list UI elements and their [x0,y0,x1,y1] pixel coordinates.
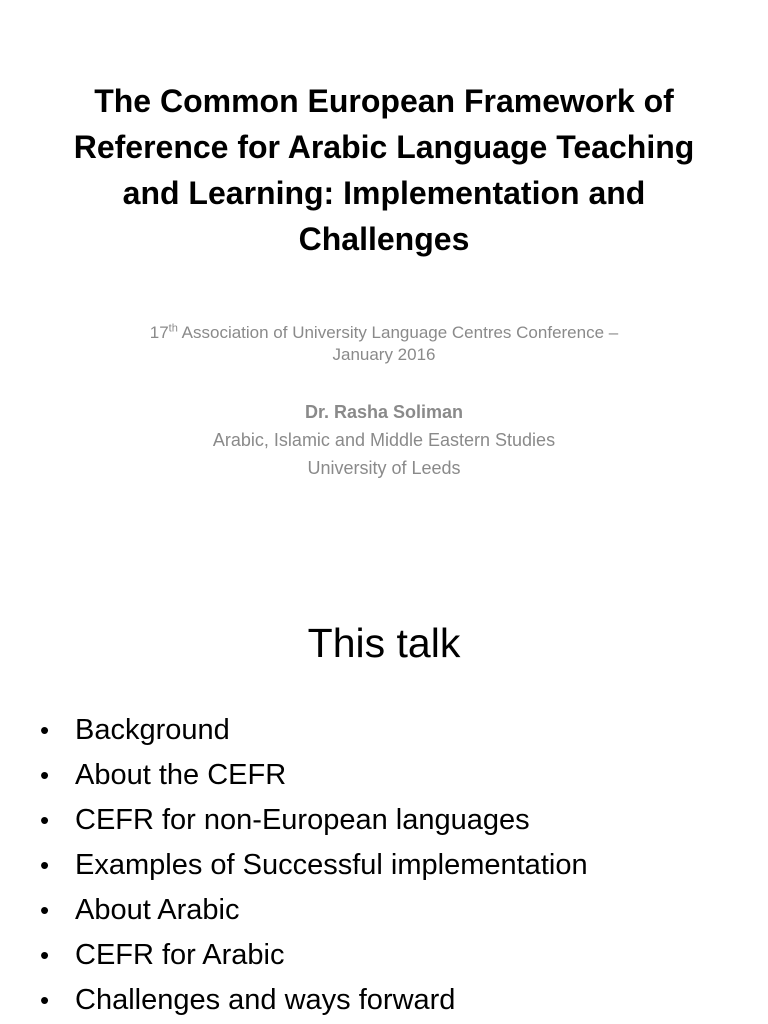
title-line: The Common European Framework of [94,83,674,119]
outline-slide [0,512,768,1024]
bullet-icon: • [40,985,50,1015]
conference-ordinal-suffix: th [168,322,178,335]
list-item [40,888,588,933]
author-department: Arabic, Islamic and Middle Eastern Studies [212,430,556,450]
title-line: Reference for Arabic Language Teaching [73,129,695,165]
bullet-icon: • [40,895,50,925]
slide-title: This talk [307,620,461,666]
title-line: Challenges [298,221,470,257]
bullet-icon: • [40,715,50,745]
bullet-icon: • [40,760,50,790]
conference-info [60,322,708,366]
bullet-icon: • [40,805,50,835]
list-item [40,843,588,888]
list-item [40,798,588,843]
list-item-text: Background [75,714,230,746]
list-item [40,708,588,753]
presentation-title [40,78,728,262]
conference-date: January 2016 [332,345,436,364]
list-item [40,978,588,1023]
bullet-icon: • [40,940,50,970]
list-item-text: CEFR for non-European languages [75,804,530,836]
list-item [40,753,588,798]
conference-name: Association of University Language Centres Conference – [177,323,619,342]
author-institution: University of Leeds [307,458,461,478]
author-name: Dr. Rasha Soliman [304,402,464,422]
list-item-text: About the CEFR [75,759,287,791]
list-item-text: About Arabic [75,894,240,926]
author-info [60,398,708,482]
bullet-icon: • [40,850,50,880]
list-item-text: Examples of Successful implementation [75,849,588,881]
list-item-text: Challenges and ways forward [75,984,456,1016]
list-item-text: CEFR for Arabic [75,939,285,971]
outline-list [40,708,588,1023]
list-item [40,933,588,978]
title-line: and Learning: Implementation and [122,175,646,211]
conference-number: 17 [149,323,169,342]
